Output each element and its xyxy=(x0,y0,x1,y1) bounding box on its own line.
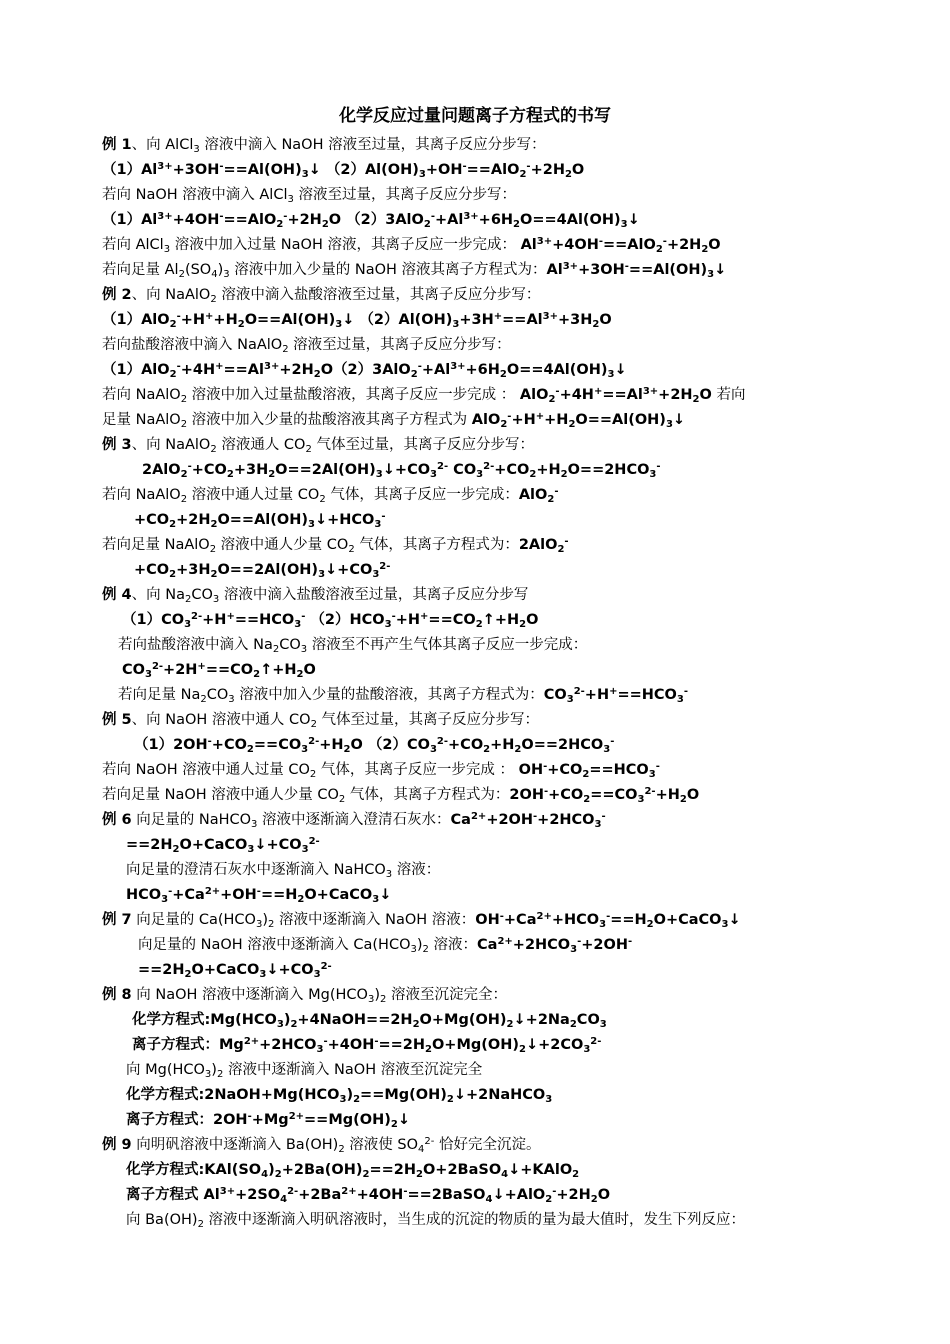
text-line: 例 2、向 NaAlO$_2$ 溶液中滴入盐酸溶液至过量，其离子反应分步写： xyxy=(102,287,541,305)
text-line: 向 $Ba(OH)_2$ 溶液中逐渐滴入明矾溶液时，当生成的沉淀的物质的量为最大值时，发生下列反应： xyxy=(126,1212,746,1230)
text-line: 离子方程式：$2OH^-+Mg^{2+}==Mg(OH)_2↓$ xyxy=(126,1110,410,1130)
text-line: $(1)AlO_2^-+H^++H_2O==Al(OH)_3↓$ $(2)Al(OH)_3+3H^+==Al^{3+}+3H_2O$ xyxy=(102,310,612,330)
text-line: 化学方程式$:KAl(SO_4)_2+2Ba(OH)_2==2H_2O+2BaSO_4↓+KAlO_2$ xyxy=(126,1162,580,1180)
text-line: 例 4、向 $Na_2CO_3$ 溶液中滴入盐酸溶液至过量，其离子反应分步写 xyxy=(102,587,529,605)
text-line: 若向 NaOH 溶液中滴入 AlCl$_3$ 溶液至过量，其离子反应分步写： xyxy=(102,187,516,205)
text-line: $+CO_2+2H_2O==Al(OH)_3↓+HCO_3^-$ xyxy=(134,510,386,530)
text-line: 若向足量 NaOH 溶液中通人少量 $CO_2$ 气体，其离子方程式为：$2OH^-+CO_2==CO_3^{2-}+H_2O$ xyxy=(102,785,700,805)
text-line: 若向 NaAlO$_2$ 溶液中加入过量盐酸溶液，其离子反应一步完成 ： $AlO_2^-+4H^+==Al^{3+}+2H_2O$ 若向 xyxy=(102,385,746,405)
text-line: 若向足量 $Al_2(SO_4)_3$ 溶液中加入少量的 NaOH 溶液其离子方程式为：$Al^{3+}+3OH^-==Al(OH)_3↓$ xyxy=(102,260,727,280)
text-line: 若向 AlCl$_3$ 溶液中加入过量 NaOH 溶液，其离子反应一步完成： $Al^{3+}+4OH^-==AlO_2^-+2H_2O$ xyxy=(102,235,721,255)
text-line: 离子方程式：$Mg^{2+}+2HCO_3^-+4OH^-==2H_2O+Mg(OH)_2↓+2CO_3^{2-}$ xyxy=(132,1035,602,1055)
text-line: $(1)CO_3^{2-}+H^+==HCO_3^-$ $(2)HCO_3^-+H^+==CO_2↑+H_2O$ xyxy=(122,610,539,630)
text-line: $(1)Al^{3+}+4OH^-==AlO_2^-+2H_2O$ $(2)3AlO_2^-+Al^{3+}+6H_2O==4Al(OH)_3↓$ xyxy=(102,210,640,230)
page-title: 化学反应过量问题离子方程式的书写 xyxy=(339,106,611,126)
text-line: 向 $Mg(HCO_3)_2$ 溶液中逐渐滴入 NaOH 溶液至沉淀完全 xyxy=(126,1062,483,1080)
text-line: 向足量的 NaOH 溶液中逐渐滴入 $Ca(HCO_3)_2$ 溶液：$Ca^{2+}+2HCO_3^-+2OH^-$ xyxy=(138,935,633,955)
text-line: 足量 NaAlO$_2$ 溶液中加入少量的盐酸溶液其离子方程式为 $AlO_2^-+H^++H_2O==Al(OH)_3↓$ xyxy=(102,410,686,430)
text-line: $==2H_2O+CaCO_3↓+CO_3^{2-}$ xyxy=(126,835,320,855)
text-line: $(1)AlO_2^-+4H^+==Al^{3+}+2H_2O(2)3AlO_2^-+Al^{3+}+6H_2O==4Al(OH)_3↓$ xyxy=(102,360,627,380)
text-line: $2AlO_2^-+CO_2+3H_2O==2Al(OH)_3↓+CO_3^{2-}$ $CO_3^{2-}+CO_2+H_2O==2HCO_3^-$ xyxy=(142,460,661,480)
text-line: $HCO_3^-+Ca^{2+}+OH^-==H_2O+CaCO_3↓$ xyxy=(126,885,392,905)
text-line: 化学方程式$:2NaOH+Mg(HCO_3)_2==Mg(OH)_2↓+2NaHCO_3$ xyxy=(126,1087,553,1105)
text-line: 例 3、向 NaAlO$_2$ 溶液通人 $CO_2$ 气体至过量，其离子反应分步写： xyxy=(102,437,534,455)
text-line: $==2H_2O+CaCO_3↓+CO_3^{2-}$ xyxy=(138,960,332,980)
text-line: 若向盐酸溶液中滴入 NaAlO$_2$ 溶液至过量，其离子反应分步写： xyxy=(102,337,511,355)
text-line: 化学方程式$:Mg(HCO_3)_2+4NaOH==2H_2O+Mg(OH)_2↓+2Na_2CO_3$ xyxy=(132,1012,607,1030)
text-line: 向足量的澄清石灰水中逐渐滴入 NaHCO$_3$ 溶液： xyxy=(126,862,441,880)
text-line: $+CO_2+3H_2O==2Al(OH)_3↓+CO_3^{2-}$ xyxy=(134,560,391,580)
text-line: 若向盐酸溶液中滴入 $Na_2CO_3$ 溶液至不再产生气体其离子反应一步完成： xyxy=(118,637,588,655)
text-line: 例 8 向 NaOH 溶液中逐渐滴入 $Mg(HCO_3)_2$ 溶液至沉淀完全： xyxy=(102,987,507,1005)
text-line: $CO_3^{2-}+2H^+==CO_2↑+H_2O$ xyxy=(122,660,316,680)
text-line: 例 7 向足量的 $Ca(HCO_3)_2$ 溶液中逐渐滴入 NaOH 溶液：$OH^-+Ca^{2+}+HCO_3^-==H_2O+CaCO_3↓$ xyxy=(102,910,741,930)
text-line: 例 5、向 NaOH 溶液中通人 $CO_2$ 气体至过量，其离子反应分步写： xyxy=(102,712,540,730)
text-line: $(1)Al^{3+}+3OH^-==Al(OH)_3↓$ $(2)Al(OH)_3+OH^-==AlO_2^-+2H_2O$ xyxy=(102,160,585,180)
text-line: 离子方程式 $Al^{3+}+2SO_4^{2-}+2Ba^{2+}+4OH^-==2BaSO_4↓+AlO_2^-+2H_2O$ xyxy=(126,1185,611,1205)
text-line: 例 6 向足量的 NaHCO$_3$ 溶液中逐渐滴入澄清石灰水：$Ca^{2+}+2OH^-+2HCO_3^-$ xyxy=(102,810,606,830)
text-line: $(1)2OH^-+CO_2==CO_3^{2-}+H_2O$ $(2)CO_3^{2-}+CO_2+H_2O==2HCO_3^-$ xyxy=(134,735,615,755)
text-line: 若向 NaAlO$_2$ 溶液中通人过量 $CO_2$ 气体，其离子反应一步完成：AlO$_2$- xyxy=(102,485,559,505)
text-line: 若向足量 $Na_2CO_3$ 溶液中加入少量的盐酸溶液，其离子方程式为：$CO_3^{2-}+H^+==HCO_3^-$ xyxy=(118,685,689,705)
text-line: 若向足量 NaAlO$_2$ 溶液中通人少量 $CO_2$ 气体，其离子方程式为：2AlO$_2$- xyxy=(102,535,569,555)
text-line: 若向 NaOH 溶液中通人过量 $CO_2$ 气体，其离子反应一步完成 ： $OH^-+CO_2==HCO_3^-$ xyxy=(102,760,660,780)
text-line: 例 1、向 AlCl$_3$ 溶液中滴入 NaOH 溶液至过量，其离子反应分步写： xyxy=(102,137,546,155)
text-line: 例 9 向明矾溶液中逐渐滴入 $Ba(OH)_2$ 溶液使 $SO_4^{2-}$ 恰好完全沉淀。 xyxy=(102,1135,541,1155)
